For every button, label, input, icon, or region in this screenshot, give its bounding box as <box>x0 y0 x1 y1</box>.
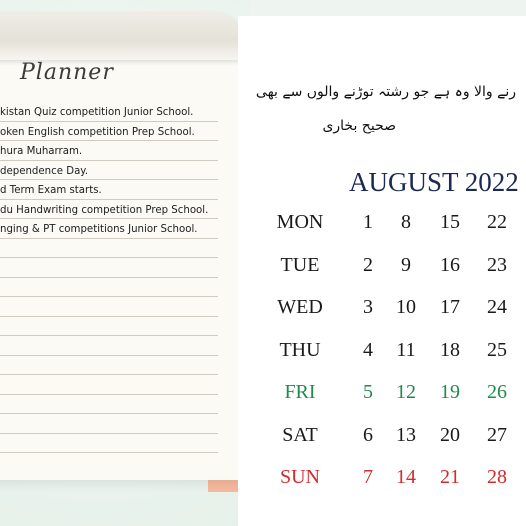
date-cell: 20 <box>440 424 460 446</box>
calendar-row-sun <box>0 466 526 496</box>
date-cell: 2 <box>363 254 373 276</box>
date-cell: 3 <box>363 296 373 318</box>
date-cell: 19 <box>440 381 460 403</box>
quote-line-2: صحیح بخاری <box>322 118 396 134</box>
date-cell: 22 <box>487 211 507 233</box>
date-cell: 9 <box>401 254 411 276</box>
date-cell: 13 <box>396 424 416 446</box>
date-cell: 15 <box>440 211 460 233</box>
weekday-label: SUN <box>279 466 320 488</box>
quote-line-1: رنے والا وہ ہے جو رشتہ توڑنے والوں سے بھی <box>255 84 516 100</box>
date-cell: 18 <box>440 339 460 361</box>
planner-entry: oken English competition Prep School. <box>0 126 195 138</box>
date-cell: 24 <box>487 296 507 318</box>
date-cell: 4 <box>363 339 373 361</box>
planner-entry: d Term Exam starts. <box>0 185 102 196</box>
planner-entry: kistan Quiz competition Junior School. <box>0 107 194 118</box>
calendar-row-tue <box>0 254 526 284</box>
date-cell: 16 <box>440 254 460 276</box>
planner-title: Planner <box>20 60 114 85</box>
date-cell: 6 <box>363 424 373 446</box>
date-cell: 7 <box>363 466 373 488</box>
date-cell: 12 <box>396 381 416 403</box>
date-cell: 28 <box>487 466 507 488</box>
calendar-row-thu <box>0 339 526 369</box>
date-cell: 10 <box>396 296 416 318</box>
planner-page-curl <box>0 12 242 60</box>
weekday-label: FRI <box>284 381 316 403</box>
date-cell: 11 <box>396 339 416 361</box>
calendar-row-mon <box>0 211 526 241</box>
planner-entry: du Handwriting competition Prep School. <box>0 204 209 216</box>
weekday-label: MON <box>276 211 324 233</box>
calendar-row-sat <box>0 424 526 454</box>
planner-entry: hura Muharram. <box>0 146 83 157</box>
calendar-row-fri <box>0 381 526 411</box>
calendar-row-wed <box>0 296 526 326</box>
date-cell: 5 <box>363 381 373 403</box>
weekday-label: SAT <box>282 424 318 446</box>
date-cell: 25 <box>487 339 507 361</box>
date-cell: 26 <box>487 381 507 403</box>
date-cell: 14 <box>396 466 416 488</box>
date-cell: 21 <box>440 466 460 488</box>
date-cell: 23 <box>487 254 507 276</box>
date-cell: 8 <box>401 211 411 233</box>
date-cell: 27 <box>487 424 507 446</box>
weekday-label: THU <box>279 339 321 361</box>
weekday-label: WED <box>277 296 323 318</box>
planner-entry: dependence Day. <box>0 165 89 177</box>
date-cell: 1 <box>363 211 373 233</box>
month-title: AUGUST 2022 <box>349 167 519 197</box>
weekday-label: TUE <box>280 254 320 276</box>
planner-entry: nging & PT competitions Junior School. <box>0 224 198 235</box>
date-cell: 17 <box>440 296 460 318</box>
